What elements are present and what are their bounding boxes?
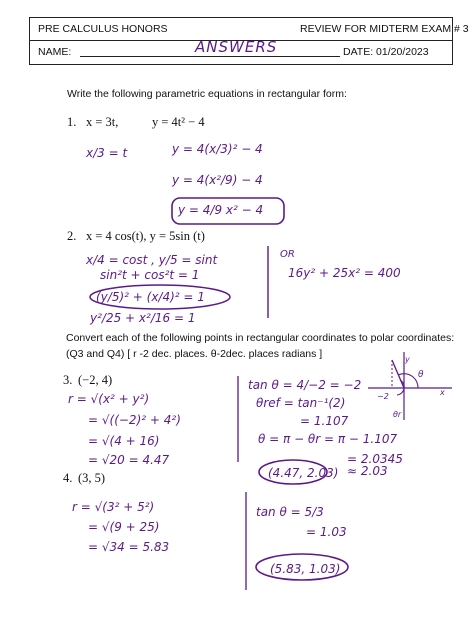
course-title: PRE CALCULUS HONORS xyxy=(38,23,168,35)
p2-answer-oval xyxy=(90,285,230,309)
p1-answer: y = 4/9 x² − 4 xyxy=(178,203,264,217)
p3-theta-work-3: = 1.107 xyxy=(300,414,349,428)
sketch-theta-label: θ xyxy=(418,370,424,380)
sketch-x-label: x xyxy=(440,388,445,397)
sketch-y-label: y xyxy=(405,355,410,364)
p1-work-1: x/3 = t xyxy=(86,146,128,160)
name-answers: ANSWERS xyxy=(195,38,278,56)
p3-theta-work-4: θ = π − θr = π − 1.107 xyxy=(258,432,398,446)
p1-work-3: y = 4(x²/9) − 4 xyxy=(172,173,263,187)
p4-r-work-1: r = √(3² + 5²) xyxy=(72,500,155,514)
sketch-ref-label: θr xyxy=(393,410,402,419)
p2-alt-answer: 16y² + 25x² = 400 xyxy=(288,266,401,280)
section1-instruction: Write the following parametric equations in rectangular form: xyxy=(67,88,347,100)
problem4-number: 4. xyxy=(63,471,73,485)
p3-answer-oval xyxy=(259,460,327,484)
p1-work-2: y = 4(x/3)² − 4 xyxy=(172,142,263,156)
problem1-equation-x: x = 3t, xyxy=(86,115,119,129)
p3-polar-answer: (4.47, 2.03) xyxy=(268,466,339,480)
p3-theta-work-2: θref = tan⁻¹(2) xyxy=(256,396,346,410)
sketch-x-tick: −2 xyxy=(377,392,389,401)
p4-r-work-2: = √(9 + 25) xyxy=(88,520,160,534)
p3-r-work-1: r = √(x² + y²) xyxy=(68,392,150,406)
problem3-point: (−2, 4) xyxy=(78,373,113,387)
p4-theta-work-1: tan θ = 5/3 xyxy=(256,505,324,519)
p3-theta-work-6: ≈ 2.03 xyxy=(347,464,388,478)
p3-theta-work-1: tan θ = 4/−2 = −2 xyxy=(248,378,362,392)
p2-or-label: OR xyxy=(280,249,295,260)
problem2-equations: x = 4 cos(t), y = 5sin (t) xyxy=(86,229,205,243)
p2-work-2: sin²t + cos²t = 1 xyxy=(100,268,200,282)
p1-answer-box xyxy=(172,198,284,224)
section2-instruction: Convert each of the following points in rectangular coordinates to polar coordinates: xyxy=(66,332,455,344)
problem2-number: 2. xyxy=(67,229,77,243)
p2-work-4: y²/25 + x²/16 = 1 xyxy=(90,311,196,325)
problem4-point: (3, 5) xyxy=(78,471,106,485)
name-label: NAME: xyxy=(38,46,72,58)
problem1-equation-y: y = 4t² − 4 xyxy=(152,115,205,129)
p3-r-work-2: = √((−2)² + 4²) xyxy=(88,413,181,427)
p3-r-work-3: = √(4 + 16) xyxy=(88,434,160,448)
section2-subinstruction: (Q3 and Q4) [ r -2 dec. places. θ-2dec. places radians ] xyxy=(66,348,323,360)
problem3-number: 3. xyxy=(63,373,73,387)
date-label: DATE: 01/20/2023 xyxy=(343,46,429,58)
p4-r-work-3: = √34 = 5.83 xyxy=(88,540,170,554)
problem1-number: 1. xyxy=(67,115,77,129)
p2-work-3: (y/5)² + (x/4)² = 1 xyxy=(96,290,205,304)
p2-work-1: x/4 = cost , y/5 = sint xyxy=(86,253,218,267)
p3-theta-work-5: = 2.0345 xyxy=(347,452,403,466)
p3-r-work-4: = √20 = 4.47 xyxy=(88,453,170,467)
p4-answer-oval xyxy=(256,554,348,580)
p4-polar-answer: (5.83, 1.03) xyxy=(270,562,341,576)
p4-theta-work-2: = 1.03 xyxy=(306,525,347,539)
exam-title: REVIEW FOR MIDTERM EXAM # 3 xyxy=(300,23,469,35)
